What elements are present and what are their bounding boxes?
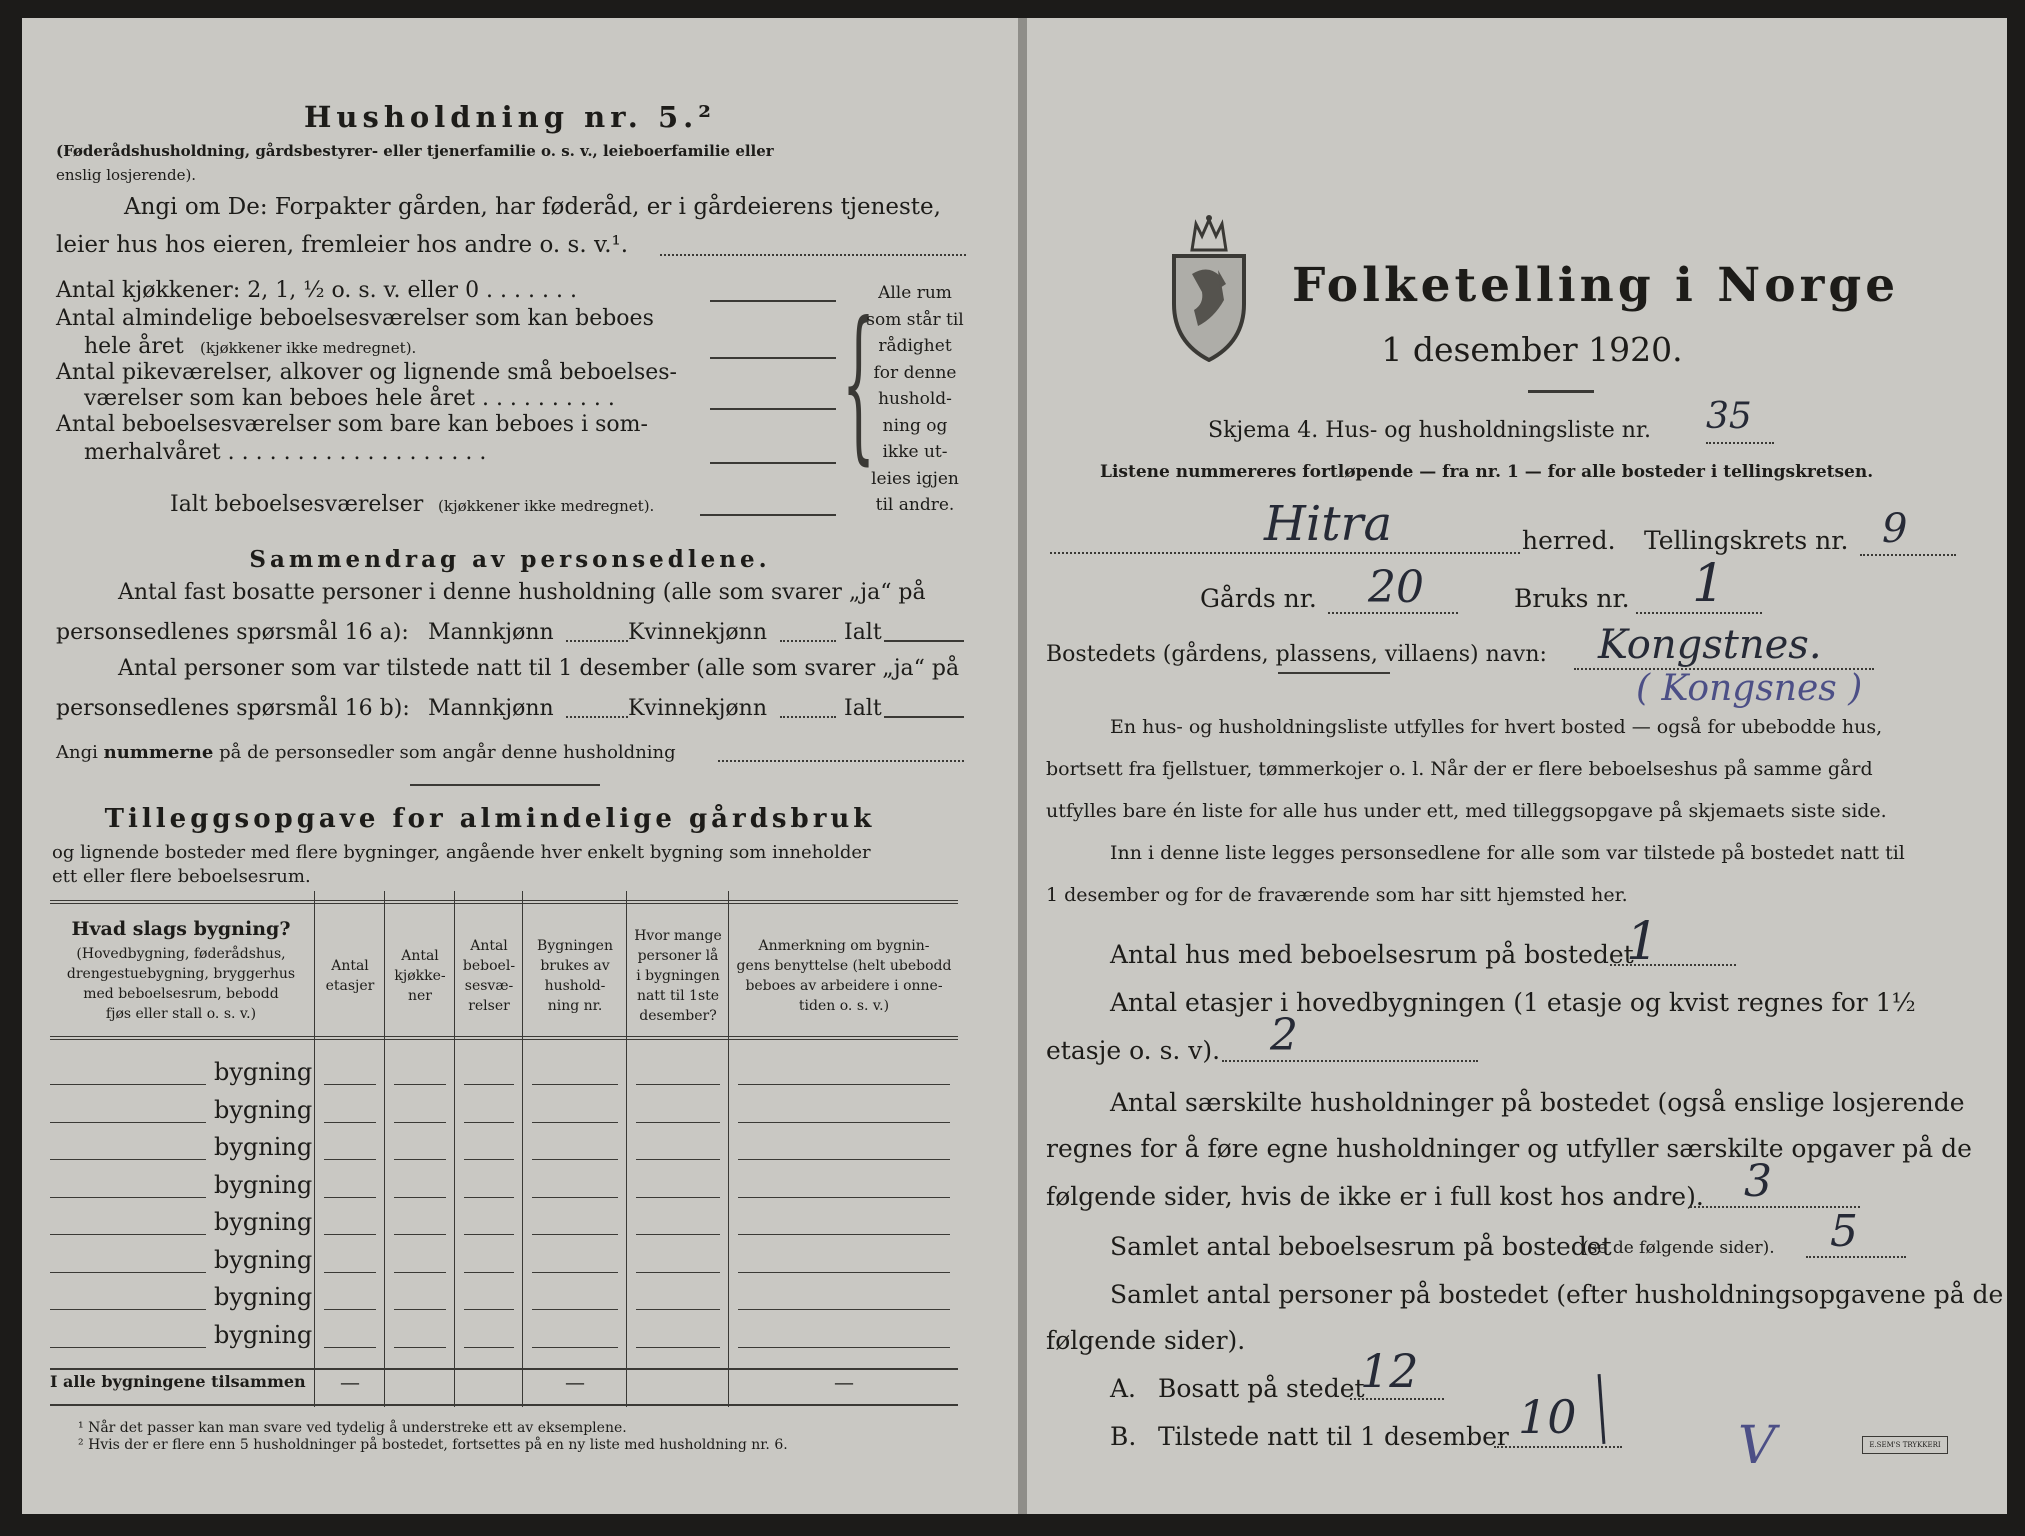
herred-label: herred. xyxy=(1522,526,1616,555)
ialt-label-2: Ialt xyxy=(844,696,882,721)
side-note-line: rådighet xyxy=(878,336,952,356)
summary-line-4: personsedlenes spørsmål 16 b): xyxy=(56,696,410,721)
side-note-line: til andre. xyxy=(875,495,955,515)
header-line: hushold- xyxy=(544,978,606,994)
col-divider xyxy=(384,891,385,1407)
antal-kjokkener: Antal kjøkkener: 2, 1, ½ o. s. v. eller 0 . . . . . . . xyxy=(56,278,577,303)
building-cell-line xyxy=(464,1234,514,1235)
building-cell-line xyxy=(636,1159,720,1160)
building-cell-line xyxy=(532,1122,618,1123)
herred-value: Hitra xyxy=(1264,496,1393,552)
b-text: Tilstede natt til 1 desember xyxy=(1158,1422,1509,1451)
b-value: 10 xyxy=(1518,1390,1577,1444)
antal-sommer: Antal beboelsesværelser som bare kan beboes i som- xyxy=(56,412,648,437)
header-line: brukes av xyxy=(540,958,610,974)
summary-line-2: personsedlenes spørsmål 16 a): xyxy=(56,620,409,645)
building-row-label: bygning xyxy=(214,1170,313,1199)
tillegg-text-1: og lignende bosteder med flere bygninger, angående hver enkelt bygning som inneholder xyxy=(52,842,871,863)
summary-line-3: Antal personer som var tilstede natt til 1 desember (alle som svarer „ja“ på xyxy=(118,656,960,681)
building-cell-line xyxy=(324,1084,376,1085)
col-header-personer xyxy=(628,926,728,1026)
building-row-line xyxy=(50,1272,206,1273)
kjokkener-ikke-medregnet: (kjøkkener ikke medregnet). xyxy=(200,339,417,357)
total-label: I alle bygningene tilsammen xyxy=(50,1372,306,1391)
col-divider xyxy=(728,891,729,1407)
building-cell-line xyxy=(394,1122,446,1123)
header-line: natt til 1ste xyxy=(636,988,720,1004)
summary-line-1: Antal fast bosatte personer i denne husholdning (alle som svarer „ja“ på xyxy=(118,580,926,605)
skjema-value: 35 xyxy=(1706,396,1752,437)
building-cell-line xyxy=(532,1084,618,1085)
q-hush-label-3: følgende sider, hvis de ikke er i full kost hos andre). xyxy=(1046,1182,1704,1211)
building-cell-line xyxy=(394,1309,446,1310)
numbers-word-bold: nummerne xyxy=(103,742,214,763)
total-dash-brukes: — xyxy=(565,1370,585,1394)
a-value: 12 xyxy=(1360,1344,1419,1398)
instruction-1: En hus- og husholdningsliste utfylles for hvert bosted — også for ubebodde hus, xyxy=(1110,716,1883,738)
census-date: 1 desember 1920. xyxy=(1381,330,1683,369)
building-cell-line xyxy=(394,1084,446,1085)
listene-note: Listene nummereres fortløpende — fra nr. 1 — for alle bosteder i tellingskretsen. xyxy=(1100,462,1874,482)
angi-line-2: leier hus hos eieren, fremleier hos andre o. s. v.¹. xyxy=(56,232,629,258)
plassens-underline xyxy=(1278,672,1390,674)
building-cell-line xyxy=(532,1159,618,1160)
building-cell-line xyxy=(636,1197,720,1198)
ialt-label: Ialt beboelsesværelser xyxy=(170,492,424,517)
herred-line xyxy=(1050,552,1520,554)
building-cell-line xyxy=(464,1197,514,1198)
q-etasjer-line xyxy=(1222,1060,1478,1062)
building-cell-line xyxy=(324,1309,376,1310)
numbers-answer-line xyxy=(718,760,964,762)
title-divider xyxy=(1528,390,1594,393)
b-label: B. xyxy=(1110,1422,1137,1451)
bosted-label: Bostedets (gårdens, plassens, villaens) navn: xyxy=(1046,642,1547,667)
total-dash-etasjer: — xyxy=(340,1370,360,1394)
header-line: etasjer xyxy=(325,978,375,994)
intro-line-1: (Føderådshusholdning, gårdsbestyrer- eller tjenerfamilie o. s. v., leieboerfamilie eller xyxy=(56,142,774,160)
building-cell-line xyxy=(324,1347,376,1348)
header-line: i bygningen xyxy=(636,968,720,984)
table-header-border xyxy=(50,1036,958,1040)
side-note-line: ning og xyxy=(882,415,948,436)
header-line: personer lå xyxy=(637,948,719,964)
summary-title: Sammendrag av personsedlene. xyxy=(249,546,771,573)
building-row-label: bygning xyxy=(214,1208,313,1236)
building-cell-line xyxy=(394,1234,446,1235)
skjema-line xyxy=(1706,442,1774,444)
a-label: A. xyxy=(1110,1374,1137,1403)
building-cell-line xyxy=(464,1309,514,1310)
building-cell-line xyxy=(636,1347,720,1348)
building-cell-line xyxy=(394,1272,446,1273)
side-note-line: hushold- xyxy=(878,389,952,409)
census-title: Folketelling i Norge xyxy=(1292,258,1900,313)
brace: { xyxy=(842,290,876,482)
building-cell-line xyxy=(738,1084,950,1085)
q-hush-label-2: regnes for å føre egne husholdninger og utfyller særskilte opgaver på de xyxy=(1046,1134,1972,1163)
header-line: relser xyxy=(468,998,510,1014)
numbers-word: på de personsedler som angår denne husholdning xyxy=(219,742,676,763)
total-dash-anmerkning: — xyxy=(834,1370,854,1394)
header-line: tiden o. s. v.) xyxy=(798,998,890,1014)
bruks-label: Bruks nr. xyxy=(1514,584,1630,613)
building-row-label: bygning xyxy=(214,1095,313,1124)
hele-aaret: hele året xyxy=(84,334,184,359)
building-cell-line xyxy=(738,1347,950,1348)
side-note-line: som står til xyxy=(866,309,964,330)
ialt-note: (kjøkkener ikke medregnet). xyxy=(438,497,655,515)
col-divider xyxy=(522,891,523,1407)
building-cell-line xyxy=(532,1347,618,1348)
building-cell-line xyxy=(532,1234,618,1235)
angi-line-1: Angi om De: Forpakter gården, har føderåd, er i gårdeierens tjeneste, xyxy=(124,194,941,220)
tellingskrets-line xyxy=(1860,554,1956,556)
building-cell-line xyxy=(636,1272,720,1273)
building-row-line xyxy=(50,1084,206,1085)
side-note xyxy=(860,280,970,519)
header-line: drengestuebygning, bryggerhus xyxy=(66,966,296,982)
building-cell-line xyxy=(738,1272,950,1273)
building-cell-line xyxy=(394,1347,446,1348)
col-header-brukes xyxy=(524,936,626,1016)
angi-answer-line xyxy=(660,254,966,256)
col-header-etasjer xyxy=(316,956,384,996)
building-cell-line xyxy=(636,1309,720,1310)
building-cell-line xyxy=(394,1159,446,1160)
instruction-5: 1 desember og for de fraværende som har sitt hjemsted her. xyxy=(1046,884,1628,906)
q-pers-label-1: Samlet antal personer på bostedet (efter husholdningsopgavene på de xyxy=(1110,1280,2004,1309)
header-line: Antal xyxy=(331,958,369,974)
header-line: ning nr. xyxy=(547,998,603,1014)
building-cell-line xyxy=(324,1122,376,1123)
building-cell-line xyxy=(636,1234,720,1235)
bosted-value: Kongstnes. xyxy=(1598,622,1822,668)
q-hush-label-1: Antal særskilte husholdninger på bostedet (også enslige losjerende xyxy=(1110,1088,1965,1117)
col-divider xyxy=(626,891,627,1407)
building-cell-line xyxy=(636,1122,720,1123)
header-line: Antal xyxy=(470,938,508,954)
answer-line-sommer xyxy=(710,462,836,464)
header-line: beboel- xyxy=(462,958,516,974)
answer-line-kjokkener xyxy=(710,300,836,302)
antal-almindelige: Antal almindelige beboelsesværelser som kan beboes xyxy=(56,306,654,331)
building-cell-line xyxy=(738,1234,950,1235)
kvinne-label-2: Kvinnekjønn xyxy=(628,696,767,721)
a-line xyxy=(1350,1398,1444,1400)
col-header-beboelse xyxy=(456,936,522,1016)
numbers-line xyxy=(56,742,676,763)
a-text: Bosatt på stedet xyxy=(1158,1374,1365,1403)
gards-label: Gårds nr. xyxy=(1200,584,1317,613)
mann-line-1 xyxy=(566,640,628,642)
building-row-label: bygning xyxy=(214,1058,313,1086)
coat-of-arms-icon xyxy=(1168,214,1250,362)
tellingskrets-label: Tellingskrets nr. xyxy=(1644,526,1849,555)
instruction-3: utfylles bare én liste for alle hus under ett, med tilleggsopgave på skjemaets siste side. xyxy=(1046,800,1887,822)
intro-line-2: enslig losjerende). xyxy=(56,166,197,184)
q-rum-label: Samlet antal beboelsesrum på bostedet xyxy=(1110,1232,1612,1261)
q-etasjer-value: 2 xyxy=(1270,1010,1298,1061)
col-header-type xyxy=(50,944,312,1024)
building-cell-line xyxy=(738,1197,950,1198)
merhalvaaret: merhalvåret . . . . . . . . . . . . . . . . . . . xyxy=(84,440,487,465)
building-row-line xyxy=(50,1234,206,1235)
instruction-2: bortsett fra fjellstuer, tømmerkojer o. l. Når der er flere beboelseshus på samme gård xyxy=(1046,758,1873,780)
col-divider xyxy=(454,891,455,1407)
ialt-line-1 xyxy=(884,640,964,642)
building-cell-line xyxy=(738,1122,950,1123)
side-note-line: for denne xyxy=(873,362,957,383)
q-rum-value: 5 xyxy=(1830,1206,1858,1257)
building-row-line xyxy=(50,1347,206,1348)
vaerelser-hele-aaret: værelser som kan beboes hele året . . . . . . . . . . xyxy=(84,386,615,411)
header-line: Hvor mange xyxy=(634,928,722,944)
building-row-line xyxy=(50,1122,206,1123)
col-divider xyxy=(314,891,315,1407)
q-hus-label: Antal hus med beboelsesrum på bostedet xyxy=(1110,940,1634,969)
header-line: sesvæ- xyxy=(464,978,514,994)
mann-label-1: Mannkjønn xyxy=(428,620,554,645)
building-cell-line xyxy=(464,1159,514,1160)
building-cell-line xyxy=(532,1197,618,1198)
ialt-label-1: Ialt xyxy=(844,620,882,645)
building-row-label: bygning xyxy=(214,1245,313,1274)
header-line: ner xyxy=(408,988,432,1004)
building-cell-line xyxy=(324,1272,376,1273)
household-title: Husholdning nr. 5.² xyxy=(304,100,716,134)
col-header-kjokkener xyxy=(386,946,454,1006)
header-line: gens benyttelse (helt ubebodd xyxy=(736,958,952,974)
building-cell-line xyxy=(464,1122,514,1123)
building-cell-line xyxy=(324,1234,376,1235)
building-row-label: bygning xyxy=(214,1133,313,1161)
book-spine xyxy=(1018,18,1027,1514)
header-line: kjøkke- xyxy=(394,968,446,984)
mann-label-2: Mannkjønn xyxy=(428,696,554,721)
printer-stamp: E.SEM'S TRYKKERI xyxy=(1862,1436,1948,1454)
building-cell-line xyxy=(324,1159,376,1160)
tellingskrets-value: 9 xyxy=(1882,506,1908,552)
building-cell-line xyxy=(532,1272,618,1273)
section-divider xyxy=(410,784,600,786)
footnote-2: ² Hvis der er flere enn 5 husholdninger på bostedet, fortsettes på en ny liste med husholdning nr. 6. xyxy=(78,1437,788,1453)
answer-line-almindelige xyxy=(710,357,836,359)
header-line: beboes av arbeidere i onne- xyxy=(745,978,943,994)
instruction-4: Inn i denne liste legges personsedlene for alle som var tilstede på bostedet natt til xyxy=(1110,842,1905,864)
gards-value: 20 xyxy=(1368,562,1424,613)
header-line: fjøs eller stall o. s. v.) xyxy=(105,1006,257,1022)
building-cell-line xyxy=(738,1309,950,1310)
footnote-1: ¹ Når det passer kan man svare ved tydelig å understreke ett av eksemplene. xyxy=(78,1420,627,1436)
building-cell-line xyxy=(532,1309,618,1310)
header-line: Anmerkning om bygnin- xyxy=(758,938,930,954)
tillegg-title: Tilleggsopgave for almindelige gårdsbruk xyxy=(104,804,876,834)
building-row-line xyxy=(50,1159,206,1160)
bosted-value-correction: ( Kongsnes ) xyxy=(1636,668,1863,709)
col-header-type-title: Hvad slags bygning? xyxy=(71,918,291,940)
q-rum-note: (se de følgende sider). xyxy=(1582,1238,1775,1258)
side-note-line: leies igjen xyxy=(871,468,959,489)
building-cell-line xyxy=(324,1197,376,1198)
building-cell-line xyxy=(394,1197,446,1198)
building-cell-line xyxy=(738,1159,950,1160)
side-note-line: ikke ut- xyxy=(882,442,948,462)
col-header-anmerkning xyxy=(730,936,958,1016)
header-line: Bygningen xyxy=(537,938,613,954)
table-top-border xyxy=(50,900,958,904)
kvinne-label-1: Kvinnekjønn xyxy=(628,620,767,645)
q-hus-value: 1 xyxy=(1626,912,1660,972)
building-cell-line xyxy=(636,1084,720,1085)
bruks-value: 1 xyxy=(1692,554,1726,614)
building-row-label: bygning xyxy=(214,1320,313,1349)
kvinne-line-1 xyxy=(780,640,836,642)
header-line: (Hovedbygning, føderådshus, xyxy=(76,946,286,962)
q-pers-label-2: følgende sider). xyxy=(1046,1326,1246,1355)
tillegg-text-2: ett eller flere beboelsesrum. xyxy=(52,866,311,887)
b-line xyxy=(1494,1446,1622,1448)
building-cell-line xyxy=(464,1084,514,1085)
building-row-label: bygning xyxy=(214,1283,313,1311)
q-hush-value: 3 xyxy=(1744,1156,1772,1207)
mann-line-2 xyxy=(566,716,628,718)
side-note-line: Alle rum xyxy=(878,283,952,303)
header-line: Antal xyxy=(401,948,439,964)
ialt-line-2 xyxy=(884,716,964,718)
table-bottom-border xyxy=(50,1404,958,1406)
numbers-word: Angi xyxy=(56,742,98,763)
skjema-label: Skjema 4. Hus- og husholdningsliste nr. xyxy=(1208,418,1651,443)
building-cell-line xyxy=(464,1272,514,1273)
answer-line-ialt xyxy=(700,514,836,516)
building-row-line xyxy=(50,1309,206,1310)
q-etasjer-label-2: etasje o. s. v). xyxy=(1046,1036,1221,1065)
antal-pikevaerelser: Antal pikeværelser, alkover og lignende små beboelses- xyxy=(56,360,677,385)
building-row-line xyxy=(50,1197,206,1198)
header-line: med beboelsesrum, bebodd xyxy=(83,986,279,1002)
check-mark: V xyxy=(1738,1416,1776,1476)
answer-line-pike xyxy=(710,408,836,410)
building-cell-line xyxy=(464,1347,514,1348)
q-etasjer-label-1: Antal etasjer i hovedbygningen (1 etasje og kvist regnes for 1½ xyxy=(1110,988,1916,1017)
kvinne-line-2 xyxy=(780,716,836,718)
header-line: desember? xyxy=(639,1008,717,1024)
